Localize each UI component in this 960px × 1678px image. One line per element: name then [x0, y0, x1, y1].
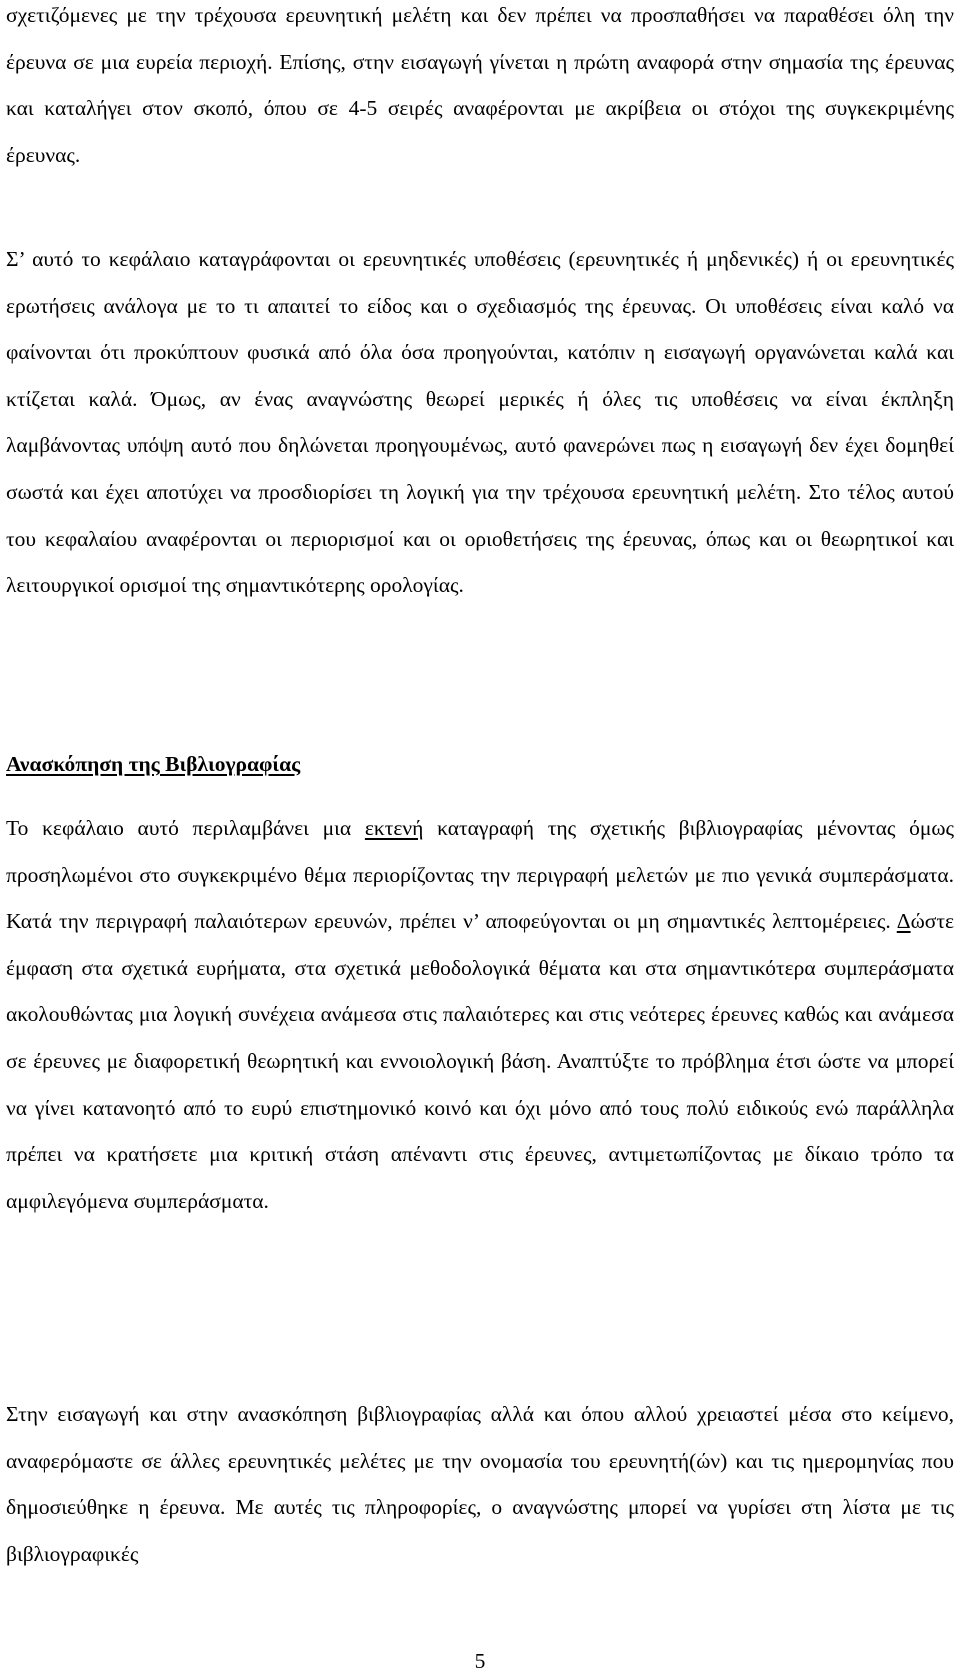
underlined-letter: Δ: [896, 909, 911, 934]
text-segment: Το κεφάλαιο αυτό περιλαμβάνει μια: [6, 816, 365, 840]
text-segment: καταγραφή της σχετικής βιβλιογραφίας μένοντας όμως προσηλωμένοι στο συγκεκριμένο θέμα περιορίζοντας την περιγραφή μελετών με πιο γενικά συμπεράσματα. Κατά την περιγραφή παλαιότερων ερευνών, πρέπει ν’ αποφεύγονται οι μη σημαντικές λεπτομέρειες.: [6, 816, 955, 934]
paragraph-hypotheses: Σ’ αυτό το κεφάλαιο καταγράφονται οι ερευνητικές υποθέσεις (ερευνητικές ή μηδενικές) ή οι ερευνητικές ερωτήσεις ανάλογα με το τι απαιτεί το είδος και ο σχεδιασμός της έρευνας. Οι υποθέσεις είναι καλό να φαίνονται ότι προκύπτουν φυσικά από όλα όσα προηγούνται, κατόπιν η εισαγωγή οργανώνεται καλά και κτίζεται καλά. Όμως, αν ένας αναγνώστης θεωρεί μερικές ή όλες τις υποθέσεις να είναι έκπληξη λαμβάνοντας υπόψη αυτό που δηλώνεται προηγουμένως, αυτό φανερώνει πως η εισαγωγή δεν έχει δομηθεί σωστά και έχει αποτύχει να προσδιορίσει τη λογική για την τρέχουσα ερευνητική μελέτη. Στο τέλος αυτού του κεφαλαίου αναφέρονται οι περιορισμοί και οι οριοθετήσεις της έρευνας, όπως και οι θεωρητικοί και λειτουργικοί ορισμοί της σημαντικότερης ορολογίας.: [6, 247, 954, 598]
page-number: 5: [474, 1649, 486, 1673]
paragraph-citations: Στην εισαγωγή και στην ανασκόπηση βιβλιογραφίας αλλά και όπου αλλού χρειαστεί μέσα στο κείμενο, αναφερόμαστε σε άλλες ερευνητικές μελέτες με την ονομασία του ερευνητή(ών) και τις ημερομηνίας που δημοσιεύθηκε η έρευνα. Με αυτές τις πληροφορίες, ο αναγνώστης μπορεί να γυρίσει στη λίστα με τις βιβλιογραφικές: [6, 1402, 954, 1566]
text-segment: ώστε έμφαση στα σχετικά ευρήματα, στα σχετικά μεθοδολογικά θέματα και στα σημαντικότερα συμπεράσματα ακολουθώντας μια λογική συνέχεια ανάμεσα στις παλαιότερες και στις νεότερες έρευνες καθώς και ανάμεσα σε έρευνες με διαφορετική θεωρητική και εννοιολογική βάση. Αναπτύξτε το πρόβλημα έτσι ώστε να μπορεί να γίνει κατανοητό από το ευρύ επιστημονικό κοινό και όχι μόνο από τους πολύ ειδικούς ενώ παράλληλα πρέπει να κρατήσετε μια κριτική στάση απέναντι στις έρευνες, αντιμετωπίζοντας με δίκαιο τρόπο τα αμφιλεγόμενα συμπεράσματα.: [6, 909, 954, 1213]
paragraph-literature-review: [6, 805, 954, 1224]
document-page: [6, 0, 954, 1678]
paragraph-introduction-end: σχετιζόμενες με την τρέχουσα ερευνητική μελέτη και δεν πρέπει να προσπαθήσει να παραθέσει όλη την έρευνα σε μια ευρεία περιοχή. Επίσης, στην εισαγωγή γίνεται η πρώτη αναφορά στην σημασία της έρευνας και καταλήγει στον σκοπό, όπου σε 4-5 σειρές αναφέρονται με ακρίβεια οι στόχοι της συγκεκριμένης έρευνας.: [6, 3, 954, 167]
section-heading-literature-review: Ανασκόπηση της Βιβλιογραφίας: [6, 752, 301, 776]
underlined-word: εκτενή: [364, 816, 424, 840]
